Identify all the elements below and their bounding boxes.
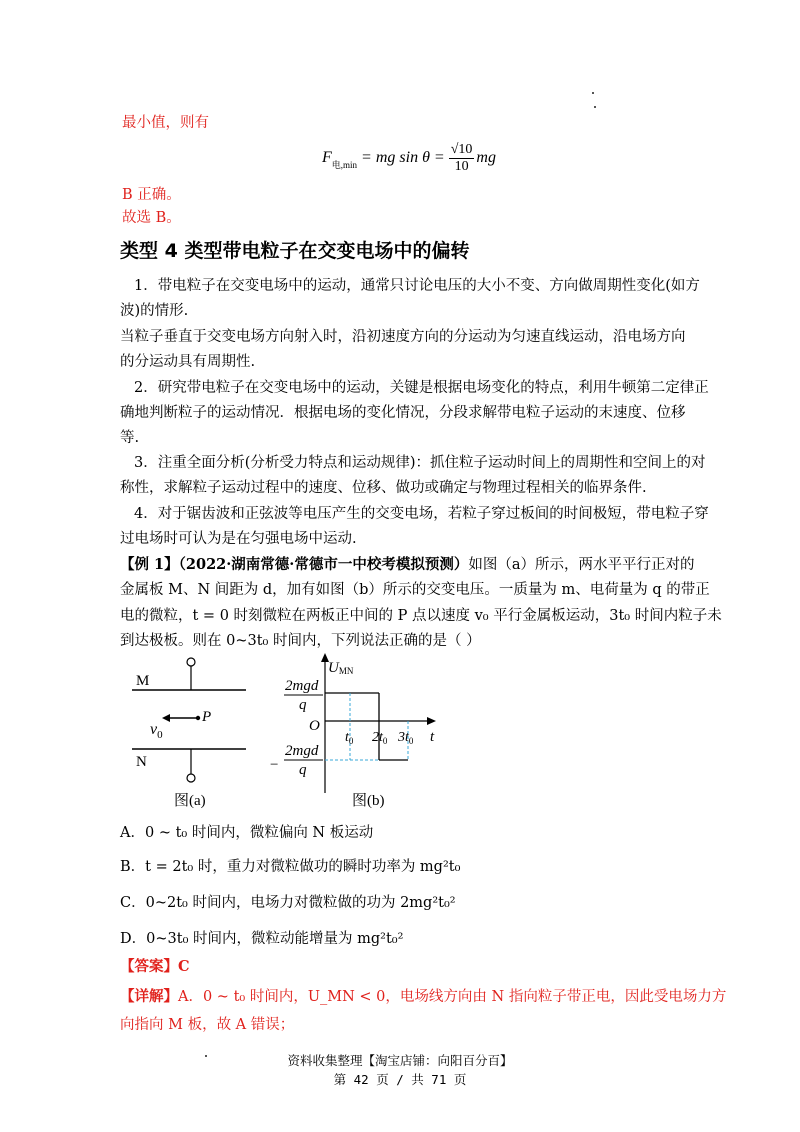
origin-label: O <box>309 718 320 734</box>
option-a <box>120 823 373 843</box>
neg-sign: − <box>270 757 279 773</box>
paragraph-line: 等. <box>120 430 140 446</box>
explanation-line-2: 向指向 M 板，故 A 错误； <box>120 1017 295 1033</box>
tick-3t0-sub: 0 <box>408 736 414 746</box>
velocity-label <box>150 721 163 741</box>
option-b <box>120 857 460 877</box>
formula-lhs-sub: 电,min <box>331 159 358 170</box>
tick-2t0-main: 2t <box>372 730 383 745</box>
answer: 【答案】C <box>120 958 190 975</box>
formula <box>322 138 496 178</box>
explanation-text: A．0 ~ t₀ 时间内，U_MN < 0，电场线方向由 N 指向粒子带正电，因此受电场力方 <box>178 989 727 1005</box>
figure-b <box>268 650 448 812</box>
arrow-head <box>162 714 170 722</box>
explanation-line-1 <box>120 987 726 1007</box>
paragraph-line: 4．对于锯齿波和正弦波等电压产生的交变电场，若粒子穿过板间的时间极短，带电粒子穿 <box>134 506 709 522</box>
corner-dot <box>592 92 594 94</box>
plate-n-label: N <box>136 754 147 770</box>
tick-2t0-sub: 0 <box>382 736 388 746</box>
tick-t0-main: t <box>345 730 349 745</box>
example-source: （2022·湖南常德·常德市一中校考模拟预测） <box>178 556 469 573</box>
example-line-4: 到达极板。则在 0~3t₀ 时间内，下列说法正确的是（ ） <box>120 633 481 649</box>
y-axis-label <box>328 660 354 676</box>
example-line-3: 电的微粒，t = 0 时刻微粒在两板正中间的 P 点以速度 v₀ 平行金属板运动，3t₀ 时间内粒子未 <box>120 608 722 624</box>
option-text: t = 2t₀ 时，重力对微粒做功的瞬时功率为 mg²t₀ <box>145 859 461 875</box>
figure-b-caption: 图(b) <box>352 793 385 809</box>
option-text: 0 ~ t₀ 时间内，微粒偏向 N 板运动 <box>144 825 374 841</box>
page-number: 第 42 页 / 共 71 页 <box>333 1072 467 1087</box>
neg-level-den: q <box>299 762 307 778</box>
option-label: A． <box>120 825 145 841</box>
tick-3t0-main: 3t <box>398 730 409 745</box>
paragraph-line: 波)的情形. <box>120 303 189 319</box>
pos-level-num: 2mgd <box>285 678 319 694</box>
option-label: D． <box>120 931 147 947</box>
paragraph-line: 过电场时可认为是在匀强电场中运动. <box>120 531 357 547</box>
formula-middle: = mg sin θ = <box>361 149 445 166</box>
option-label: C． <box>120 895 146 911</box>
figure-a <box>120 655 260 810</box>
tick-2t0 <box>372 730 388 746</box>
figure-a-caption: 图(a) <box>174 793 206 809</box>
option-d <box>120 929 403 949</box>
example-line-2: 金属板 M、N 间距为 d，加有如图（b）所示的交变电压。一质量为 m、电荷量为 q 的带正 <box>120 582 710 598</box>
formula-lhs: F <box>322 149 332 166</box>
tick-t0 <box>345 730 354 746</box>
option-text: 0~3t₀ 时间内，微粒动能增量为 mg²t₀² <box>146 931 404 947</box>
tick-3t0 <box>397 730 414 746</box>
explanation-label: 【详解】 <box>120 988 178 1005</box>
example-line-1 <box>120 555 695 575</box>
x-axis-arrow <box>427 717 436 725</box>
x-axis-label: t <box>430 729 435 745</box>
pos-level-den: q <box>299 697 307 713</box>
formula-rhs: mg <box>476 149 496 166</box>
fraction-denominator: 10 <box>454 158 469 174</box>
footer-source: 资料收集整理【淘宝店铺：向阳百分百】 <box>287 1053 513 1068</box>
terminal-top <box>187 658 195 666</box>
velocity-sub: 0 <box>157 729 163 741</box>
option-label: B． <box>120 859 146 875</box>
example-label: 【例 1】 <box>120 556 179 573</box>
fraction-numerator: √10 <box>450 141 473 157</box>
paragraph-line: 3．注重全面分析(分析受力特点和运动规律)：抓住粒子运动时间上的周期性和空间上的对 <box>134 455 706 471</box>
paragraph-line: 1．带电粒子在交变电场中的运动，通常只讨论电压的大小不变、方向做周期性变化(如方 <box>134 278 700 294</box>
y-axis-sub: MN <box>338 666 354 676</box>
plate-m-label: M <box>136 673 150 689</box>
option-c <box>120 893 456 913</box>
text-line: 最小值，则有 <box>122 115 209 131</box>
formula-fraction <box>449 142 475 175</box>
tick-t0-sub: 0 <box>348 736 354 746</box>
paragraph-line: 当粒子垂直于交变电场方向射入时，沿初速度方向的分运动为匀速直线运动，沿电场方向 <box>120 329 686 345</box>
paragraph-line: 的分运动具有周期性. <box>120 354 256 370</box>
text-line: B 正确。 <box>122 187 181 203</box>
section-heading: 类型 4 类型带电粒子在交变电场中的偏转 <box>120 240 470 262</box>
neg-level-num: 2mgd <box>285 743 319 759</box>
point-p <box>196 716 200 720</box>
text-line: 故选 B。 <box>122 210 181 226</box>
option-text: 0~2t₀ 时间内，电场力对微粒做的功为 2mg²t₀² <box>145 895 456 911</box>
velocity-main: v <box>150 721 158 738</box>
example-text: 如图（a）所示，两水平平行正对的 <box>468 557 695 573</box>
point-p-label: P <box>202 709 212 725</box>
corner-dot <box>594 106 596 108</box>
paragraph-line: 2．研究带电粒子在交变电场中的运动，关键是根据电场变化的特点，利用牛顿第二定律正 <box>134 380 709 396</box>
terminal-bottom <box>187 774 195 782</box>
paragraph-line: 称性，求解粒子运动过程中的速度、位移、做功或确定与物理过程相关的临界条件. <box>120 480 647 496</box>
y-axis-main: U <box>328 660 339 676</box>
paragraph-line: 确地判断粒子的运动情况．根据电场的变化情况，分段求解带电粒子运动的末速度、位移 <box>120 405 686 421</box>
